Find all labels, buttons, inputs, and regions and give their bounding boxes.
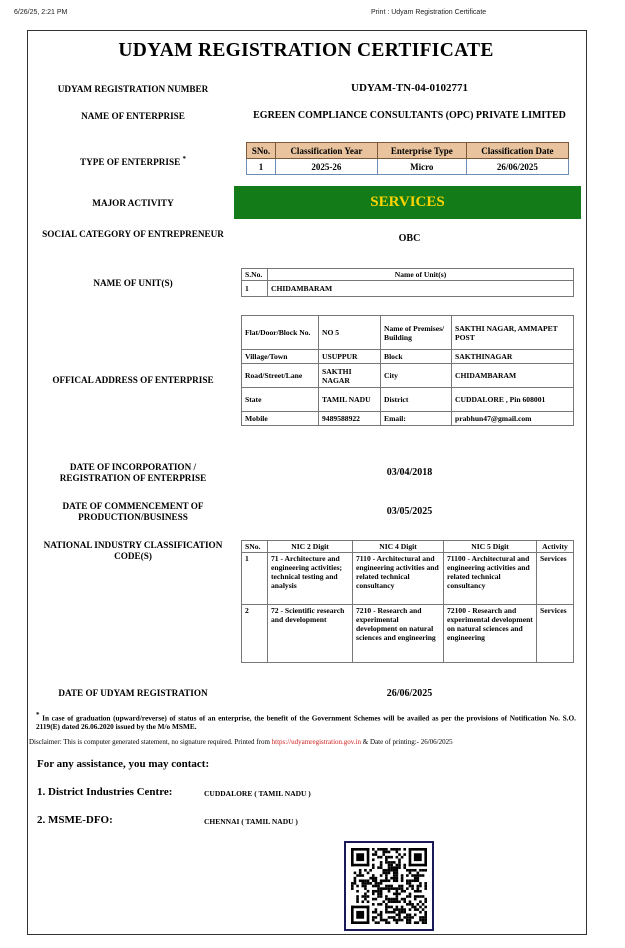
classification-header: Classification Date xyxy=(466,143,568,159)
address-field-value: SAKTHI NAGAR xyxy=(319,364,381,388)
print-title: Print : Udyam Registration Certificate xyxy=(371,9,487,16)
address-field-value: USUPPUR xyxy=(319,350,381,364)
certificate-title: UDYAM REGISTRATION CERTIFICATE xyxy=(118,40,494,61)
graduation-note xyxy=(36,711,576,731)
enterprise-type-label-text: TYPE OF ENTERPRISE xyxy=(79,157,181,168)
nic-activity: Services xyxy=(537,605,574,663)
address-field-label: Flat/Door/Block No. xyxy=(242,316,319,350)
address-field-value: SAKTHINAGAR xyxy=(452,350,574,364)
udyam-date-label: DATE OF UDYAM REGISTRATION xyxy=(58,688,208,698)
address-field-value: 9489588922 xyxy=(319,412,381,426)
address-field-label: Road/Street/Lane xyxy=(242,364,319,388)
address-field-value: prabhun47@gmail.com xyxy=(452,412,574,426)
enterprise-type-value: Micro xyxy=(377,159,466,175)
enterprise-name-label: NAME OF ENTERPRISE xyxy=(81,111,185,121)
nic-header: Activity xyxy=(537,541,574,553)
enterprise-type-label xyxy=(38,154,228,168)
table-row xyxy=(242,350,574,364)
table-row xyxy=(242,316,574,350)
enterprise-name: EGREEN COMPLIANCE CONSULTANTS (OPC) PRIVATE LIMITED xyxy=(253,110,566,121)
print-datetime: 6/26/25, 2:21 PM xyxy=(14,9,68,16)
units-header: S.No. xyxy=(242,269,268,281)
assistance-title: For any assistance, you may contact: xyxy=(37,758,210,770)
table-row xyxy=(242,388,574,412)
address-field-label: Block xyxy=(381,350,452,364)
nic-header: NIC 5 Digit xyxy=(444,541,537,553)
table-row xyxy=(242,605,574,663)
address-field-label: Mobile xyxy=(242,412,319,426)
classification-date: 26/06/2025 xyxy=(466,159,568,175)
incorporation-date: 03/04/2018 xyxy=(386,467,433,478)
nic-header: NIC 4 Digit xyxy=(353,541,444,553)
address-field-value: CHIDAMBARAM xyxy=(452,364,574,388)
nic-header: SNo. xyxy=(242,541,268,553)
units-label: NAME OF UNIT(S) xyxy=(93,278,173,288)
address-field-value: NO 5 xyxy=(319,316,381,350)
address-field-label: Village/Town xyxy=(242,350,319,364)
units-header: Name of Unit(s) xyxy=(268,269,574,281)
unit-sno: 1 xyxy=(242,281,268,297)
note-text: In case of graduation (upward/reverse) of status of an enterprise, the benefit of the Government Schemes will be availed as per the provisions of Notification No. S.O. 2119(E) dated 26.06.2020 issued by the M/o MSME. xyxy=(36,713,576,732)
qr-code xyxy=(344,841,434,931)
nic-2-digit: 71 - Architecture and engineering activities; technical testing and analysis xyxy=(268,553,353,605)
print-header xyxy=(14,9,611,21)
contact-dfo-value: CHENNAI ( TAMIL NADU ) xyxy=(204,817,298,826)
address-field-value: TAMIL NADU xyxy=(319,388,381,412)
address-field-label: Name of Premises/ Building xyxy=(381,316,452,350)
address-label: OFFICAL ADDRESS OF ENTERPRISE xyxy=(52,375,214,385)
classification-header: Classification Year xyxy=(276,143,378,159)
registration-number-label: UDYAM REGISTRATION NUMBER xyxy=(57,84,209,94)
nic-header-row xyxy=(242,541,574,553)
nic-activity: Services xyxy=(537,553,574,605)
address-field-label: District xyxy=(381,388,452,412)
commencement-date: 03/05/2025 xyxy=(386,506,433,517)
classification-sno: 1 xyxy=(247,159,276,175)
nic-header: NIC 2 Digit xyxy=(268,541,353,553)
table-row xyxy=(242,281,574,297)
units-table xyxy=(241,268,574,297)
classification-year: 2025-26 xyxy=(276,159,378,175)
major-activity-banner: SERVICES xyxy=(234,186,581,219)
disclaimer-print-date: & Date of printing:- 26/06/2025 xyxy=(362,738,453,746)
udyam-date: 26/06/2025 xyxy=(386,688,433,699)
qr-code-icon xyxy=(351,848,427,924)
commencement-label: DATE OF COMMENCEMENT OF PRODUCTION/BUSINESS xyxy=(62,501,204,522)
nic-2-digit: 72 - Scientific research and development xyxy=(268,605,353,663)
nic-5-digit: 72100 - Research and experimental development on natural sciences and engineering xyxy=(444,605,537,663)
classification-header: Enterprise Type xyxy=(377,143,466,159)
address-field-label: City xyxy=(381,364,452,388)
nic-5-digit: 71100 - Architectural and engineering activities and related technical consultancy xyxy=(444,553,537,605)
enterprise-type-star: * xyxy=(182,155,187,163)
social-category: OBC xyxy=(398,233,421,244)
address-field-value: CUDDALORE , Pin 608001 xyxy=(452,388,574,412)
table-row xyxy=(247,159,569,175)
address-field-value: SAKTHI NAGAR, AMMAPET POST xyxy=(452,316,574,350)
major-activity-label: MAJOR ACTIVITY xyxy=(92,198,174,208)
udyam-website-link[interactable]: https://udyamregistration.gov.in xyxy=(271,738,362,746)
disclaimer-text: Disclaimer: This is computer generated statement, no signature required. Printed from xyxy=(29,738,270,746)
contact-dfo-label: 2. MSME-DFO: xyxy=(37,814,113,826)
nic-label: NATIONAL INDUSTRY CLASSIFICATION CODE(S) xyxy=(43,540,223,561)
address-table xyxy=(241,315,574,426)
classification-header: SNo. xyxy=(247,143,276,159)
contact-dic-value: CUDDALORE ( TAMIL NADU ) xyxy=(204,789,311,798)
table-row xyxy=(242,412,574,426)
registration-number: UDYAM-TN-04-0102771 xyxy=(351,82,468,94)
unit-name: CHIDAMBARAM xyxy=(268,281,574,297)
nic-sno: 1 xyxy=(242,553,268,605)
incorporation-label: DATE OF INCORPORATION / REGISTRATION OF ENTERPRISE xyxy=(59,462,207,483)
table-row xyxy=(242,553,574,605)
nic-sno: 2 xyxy=(242,605,268,663)
note-star: * xyxy=(36,711,40,719)
units-header-row xyxy=(242,269,574,281)
classification-header-row xyxy=(247,143,569,159)
nic-4-digit: 7110 - Architectural and engineering activities and related technical consultancy xyxy=(353,553,444,605)
classification-table xyxy=(246,142,569,175)
table-row xyxy=(242,364,574,388)
address-field-label: Email: xyxy=(381,412,452,426)
nic-4-digit: 7210 - Research and experimental development on natural sciences and engineering xyxy=(353,605,444,663)
disclaimer xyxy=(29,738,589,747)
nic-table xyxy=(241,540,574,663)
address-field-label: State xyxy=(242,388,319,412)
social-category-label: SOCIAL CATEGORY OF ENTREPRENEUR xyxy=(42,229,224,239)
contact-dic-label: 1. District Industries Centre: xyxy=(37,786,173,798)
